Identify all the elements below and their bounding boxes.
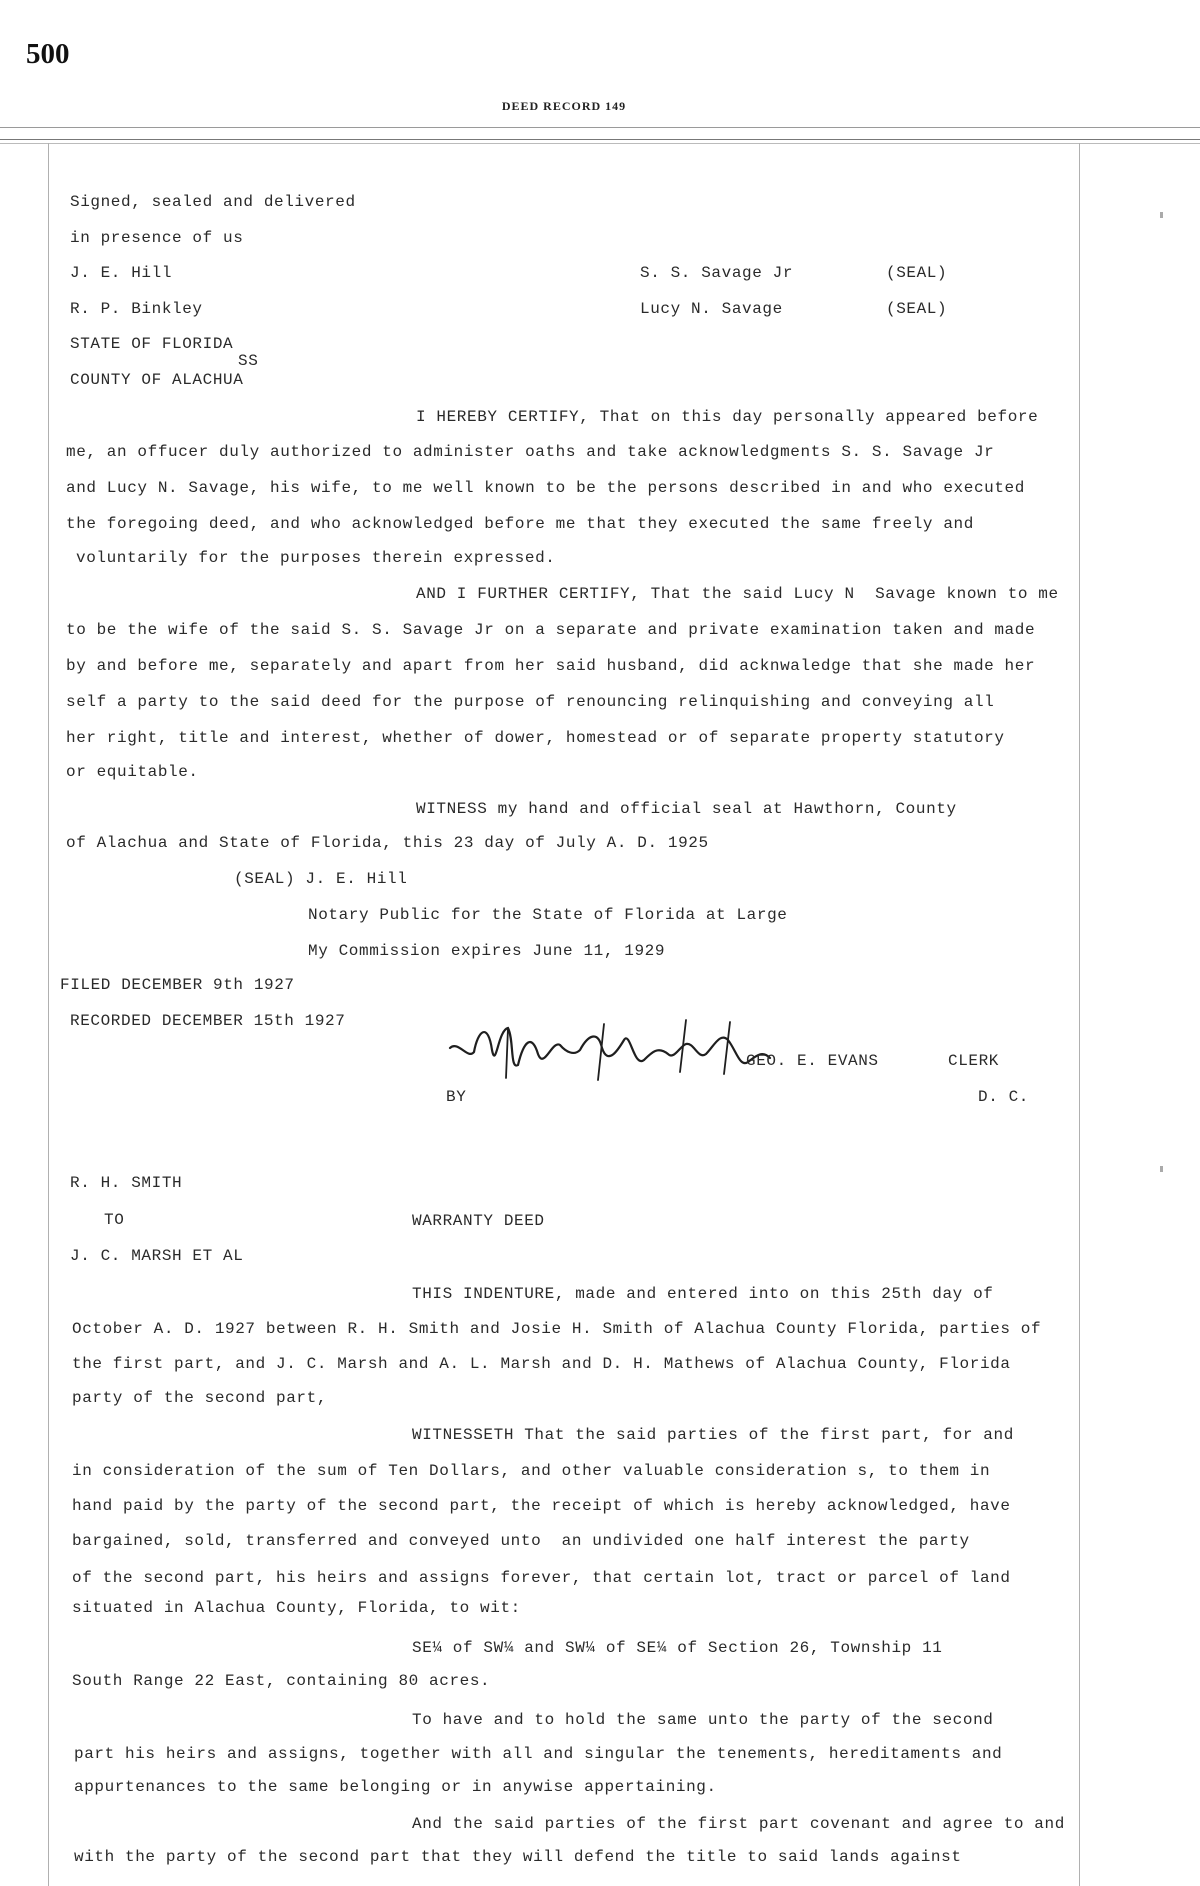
certify-line: voluntarily for the purposes therein expressed. [76, 549, 556, 567]
witness-2: R. P. Binkley [70, 300, 203, 318]
covenant-line: with the party of the second part that they will defend the title to said lands against [74, 1848, 962, 1866]
habendum-line: appurtenances to the same belonging or in anywise appertaining. [74, 1778, 717, 1796]
further-line: or equitable. [66, 763, 199, 781]
deputy-clerk: D. C. [978, 1088, 1030, 1106]
further-line: self a party to the said deed for the purpose of renouncing relinquishing and conveying all [66, 693, 995, 711]
witnesseth-line: WITNESSETH That the said parties of the first part, for and [412, 1426, 1014, 1444]
certify-line: the foregoing deed, and who acknowledged before me that they executed the same freely and [66, 515, 974, 533]
clerk-title: CLERK [948, 1052, 1000, 1070]
margin-mark [1160, 1166, 1163, 1172]
deed-type: WARRANTY DEED [412, 1212, 545, 1230]
indenture-line: the first part, and J. C. Marsh and A. L. Marsh and D. H. Mathews of Alachua County, Florida [72, 1355, 1011, 1373]
notary-commission: My Commission expires June 11, 1929 [308, 942, 666, 960]
filed-date: FILED DECEMBER 9th 1927 [60, 976, 295, 994]
certify-line: I HEREBY CERTIFY, That on this day personally appeared before [416, 408, 1039, 426]
indenture-line: THIS INDENTURE, made and entered into on this 25th day of [412, 1285, 994, 1303]
venue-ss: SS [238, 352, 259, 370]
notary-title: Notary Public for the State of Florida at Large [308, 906, 788, 924]
deed-grantee: J. C. MARSH ET AL [70, 1247, 244, 1265]
seal-2: (SEAL) [886, 300, 948, 318]
habendum-line: To have and to hold the same unto the party of the second [412, 1711, 994, 1729]
witnesseth-line: situated in Alachua County, Florida, to wit: [72, 1599, 521, 1617]
header-rule-double [0, 139, 1200, 140]
deed-grantor: R. H. SMITH [70, 1174, 183, 1192]
witness-clause-line: WITNESS my hand and official seal at Hawthorn, County [416, 800, 957, 818]
habendum-line: part his heirs and assigns, together with all and singular the tenements, hereditaments and [74, 1745, 1003, 1763]
witnesseth-line: in consideration of the sum of Ten Dollars, and other valuable consideration s, to them in [72, 1462, 991, 1480]
legal-description-line: South Range 22 East, containing 80 acres. [72, 1672, 491, 1690]
right-margin-rule [1079, 143, 1080, 1886]
notary-seal: (SEAL) J. E. Hill [234, 870, 408, 888]
recorded-date: RECORDED DECEMBER 15th 1927 [70, 1012, 346, 1030]
by-label: BY [446, 1088, 467, 1106]
left-margin-rule [48, 143, 49, 1886]
clerk-signature-icon [448, 1010, 788, 1090]
certify-line: and Lucy N. Savage, his wife, to me well known to be the persons described in and who executed [66, 479, 1025, 497]
indenture-line: October A. D. 1927 between R. H. Smith and Josie H. Smith of Alachua County Florida, parties of [72, 1320, 1042, 1338]
witness-1: J. E. Hill [70, 264, 173, 282]
witnesseth-line: hand paid by the party of the second part, the receipt of which is hereby acknowledged, have [72, 1497, 1011, 1515]
header-rule [0, 127, 1200, 128]
witnesseth-line: of the second part, his heirs and assigns forever, that certain lot, tract or parcel of land [72, 1569, 1011, 1587]
clerk-name: GEO. E. EVANS [746, 1052, 879, 1070]
signed-line-2: in presence of us [70, 229, 244, 247]
venue-county: COUNTY OF ALACHUA [70, 371, 244, 389]
margin-mark [1160, 212, 1163, 218]
further-line: to be the wife of the said S. S. Savage Jr on a separate and private examination taken and made [66, 621, 1036, 639]
further-line: her right, title and interest, whether of dower, homestead or of separate property statutory [66, 729, 1005, 747]
witness-clause-line: of Alachua and State of Florida, this 23 day of July A. D. 1925 [66, 834, 709, 852]
seal-1: (SEAL) [886, 264, 948, 282]
page-number: 500 [26, 38, 70, 70]
further-line: AND I FURTHER CERTIFY, That the said Lucy N Savage known to me [416, 585, 1059, 603]
certify-line: me, an offucer duly authorized to administer oaths and take acknowledgments S. S. Savage Jr [66, 443, 995, 461]
grantor-signature-1: S. S. Savage Jr [640, 264, 794, 282]
witnesseth-line: bargained, sold, transferred and conveyed unto an undivided one half interest the party [72, 1532, 970, 1550]
deed-to: TO [104, 1211, 125, 1229]
running-head: DEED RECORD 149 [501, 99, 627, 113]
indenture-line: party of the second part, [72, 1389, 328, 1407]
venue-state: STATE OF FLORIDA [70, 335, 234, 353]
covenant-line: And the said parties of the first part covenant and agree to and [412, 1815, 1065, 1833]
header-rule-thin [0, 143, 1200, 144]
signed-line-1: Signed, sealed and delivered [70, 193, 356, 211]
legal-description-line: SE¼ of SW¼ and SW¼ of SE¼ of Section 26, Township 11 [412, 1639, 943, 1657]
grantor-signature-2: Lucy N. Savage [640, 300, 783, 318]
further-line: by and before me, separately and apart from her said husband, did acknwaledge that she made her [66, 657, 1036, 675]
